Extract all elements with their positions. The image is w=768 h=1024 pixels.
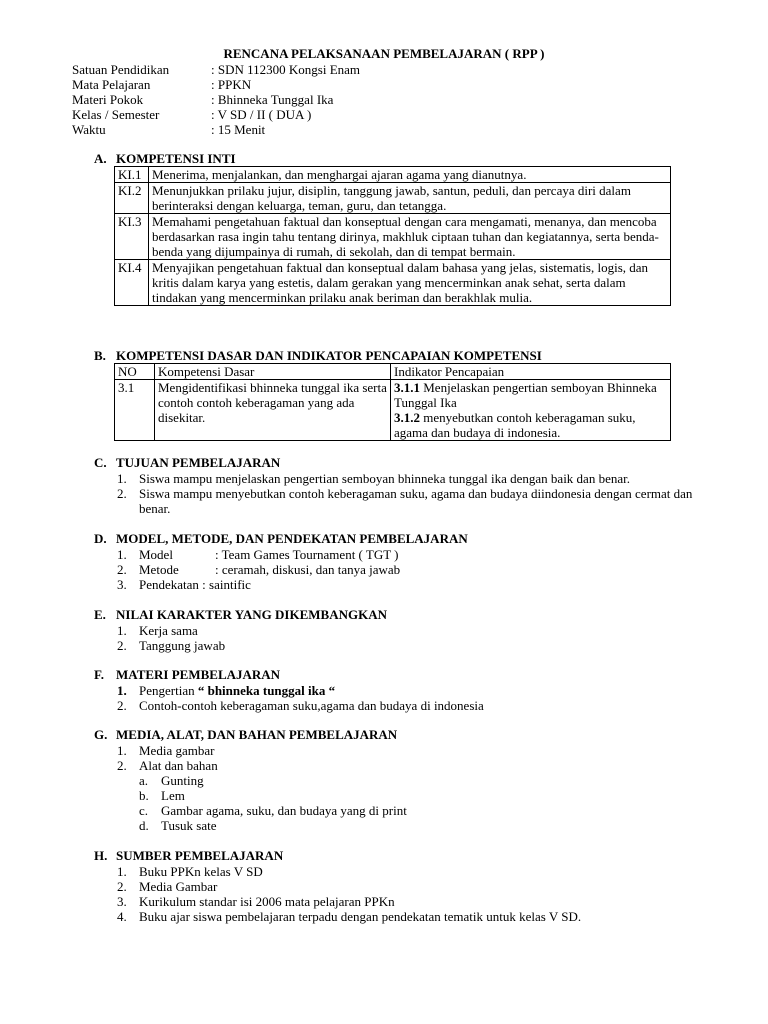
section-title: MEDIA, ALAT, DAN BAHAN PEMBELAJARAN bbox=[116, 727, 398, 742]
info-label: Waktu bbox=[72, 122, 106, 137]
indicator-cell bbox=[391, 380, 671, 441]
ki-code: KI.3 bbox=[115, 214, 149, 260]
list-key: Model bbox=[139, 547, 173, 562]
section-f-heading bbox=[94, 667, 280, 682]
kd-text: Mengidentifikasi bhinneka tunggal ika serta contoh contoh keberagaman yang ada disekitar. bbox=[155, 380, 391, 441]
header-no: NO bbox=[115, 364, 155, 380]
list-letter: d. bbox=[139, 818, 149, 833]
info-row-satuan bbox=[72, 62, 360, 77]
list-text: Pengertian bbox=[139, 683, 198, 698]
kd-number: 3.1 bbox=[115, 380, 155, 441]
section-title: KOMPETENSI DASAR DAN INDIKATOR PENCAPAIAN KOMPETENSI bbox=[116, 348, 542, 363]
list-text: Siswa mampu menjelaskan pengertian semboyan bhinneka tunggal ika dengan baik dan benar. bbox=[139, 471, 630, 486]
section-title: SUMBER PEMBELAJARAN bbox=[116, 848, 284, 863]
ki-code: KI.1 bbox=[115, 167, 149, 183]
list-item bbox=[117, 623, 225, 638]
section-e-heading bbox=[94, 607, 387, 622]
info-label: Kelas / Semester bbox=[72, 107, 160, 122]
list-item bbox=[117, 743, 407, 758]
section-c-heading bbox=[94, 455, 280, 470]
list-text: Kerja sama bbox=[139, 623, 198, 638]
sumber-list bbox=[117, 864, 581, 924]
indicator-code: 3.1.1 bbox=[394, 380, 420, 395]
list-number: 3. bbox=[117, 894, 127, 909]
list-number: 1. bbox=[117, 547, 127, 562]
list-item bbox=[117, 864, 581, 879]
section-a-heading bbox=[94, 151, 236, 166]
kompetensi-dasar-table bbox=[114, 363, 671, 441]
list-item bbox=[117, 683, 484, 698]
indicator-text: Menjelaskan pengertian semboyan Bhinneka Tunggal Ika bbox=[394, 380, 657, 410]
header-kompetensi-dasar: Kompetensi Dasar bbox=[155, 364, 391, 380]
list-text: Gunting bbox=[161, 773, 204, 788]
list-text: Kurikulum standar isi 2006 mata pelajaran PPKn bbox=[139, 894, 395, 909]
list-text-bold: “ bhinneka tunggal ika “ bbox=[197, 683, 336, 698]
section-letter: F. bbox=[94, 667, 104, 682]
list-value: : Team Games Tournament ( TGT ) bbox=[215, 547, 399, 562]
list-number: 1. bbox=[117, 683, 127, 698]
list-item bbox=[117, 894, 581, 909]
list-text: Media Gambar bbox=[139, 879, 218, 894]
sublist-item bbox=[139, 818, 407, 833]
media-list bbox=[117, 743, 407, 833]
ki-text: Menyajikan pengetahuan faktual dan konseptual dalam bahasa yang jelas, sistematis, logis, dan kritis dalam karya yang estetis, dalam gerakan yang mencerminkan anak sehat, serta dalam tindakan yang mencerminkan prilaku anak beriman dan berakhlak mulia. bbox=[149, 260, 671, 306]
info-row-mapel bbox=[72, 77, 360, 92]
section-h-heading bbox=[94, 848, 283, 863]
list-item bbox=[117, 758, 407, 773]
sublist-item bbox=[139, 773, 407, 788]
table-row bbox=[115, 380, 671, 441]
info-label: Materi Pokok bbox=[72, 92, 144, 107]
list-text: Tusuk sate bbox=[161, 818, 217, 833]
info-row-materi bbox=[72, 92, 360, 107]
sublist-item bbox=[139, 788, 407, 803]
table-row bbox=[115, 214, 671, 260]
table-row bbox=[115, 260, 671, 306]
list-number: 3. bbox=[117, 577, 127, 592]
section-title: MODEL, METODE, DAN PENDEKATAN PEMBELAJARAN bbox=[116, 531, 468, 546]
indicator-1 bbox=[394, 380, 667, 410]
table-row bbox=[115, 167, 671, 183]
list-item bbox=[117, 879, 581, 894]
list-number: 1. bbox=[117, 864, 127, 879]
materi-list bbox=[117, 683, 484, 713]
list-key: Metode bbox=[139, 562, 179, 577]
ki-code: KI.4 bbox=[115, 260, 149, 306]
section-letter: C. bbox=[94, 455, 107, 470]
list-text: Lem bbox=[161, 788, 185, 803]
section-g-heading bbox=[94, 727, 397, 742]
table-row bbox=[115, 183, 671, 214]
list-number: 4. bbox=[117, 909, 127, 924]
list-letter: a. bbox=[139, 773, 149, 788]
list-number: 2. bbox=[117, 879, 127, 894]
list-text: Media gambar bbox=[139, 743, 215, 758]
section-letter: E. bbox=[94, 607, 106, 622]
ki-text: Memahami pengetahuan faktual dan konseptual dengan cara mengamati, menanya, dan mencoba berdasarkan rasa ingin tahu tentang dirinya, makhluk ciptaan tuhan dan kegiatannya, serta benda-benda yang dijumpainya di rumah, di sekolah, dan di tempat bermain. bbox=[149, 214, 671, 260]
info-row-kelas bbox=[72, 107, 360, 122]
list-item bbox=[117, 471, 714, 486]
nilai-list bbox=[117, 623, 225, 653]
indicator-code: 3.1.2 bbox=[394, 410, 420, 425]
indicator-2 bbox=[394, 410, 667, 440]
list-text: Tanggung jawab bbox=[139, 638, 226, 653]
section-letter: A. bbox=[94, 151, 107, 166]
identity-block bbox=[72, 62, 360, 137]
list-item bbox=[117, 698, 484, 713]
list-text: Siswa mampu menyebutkan contoh keberagaman suku, agama dan budaya diindonesia dengan cermat dan benar. bbox=[139, 486, 693, 516]
list-number: 2. bbox=[117, 562, 127, 577]
info-value: : V SD / II ( DUA ) bbox=[211, 107, 312, 122]
document-title: RENCANA PELAKSANAAN PEMBELAJARAN ( RPP ) bbox=[223, 46, 545, 61]
list-number: 2. bbox=[117, 698, 127, 713]
list-number: 1. bbox=[117, 471, 127, 486]
header-indikator: Indikator Pencapaian bbox=[391, 364, 671, 380]
section-letter: H. bbox=[94, 848, 108, 863]
info-value: : PPKN bbox=[211, 77, 252, 92]
section-title: KOMPETENSI INTI bbox=[116, 151, 236, 166]
list-item bbox=[117, 562, 400, 577]
info-value: : SDN 112300 Kongsi Enam bbox=[211, 62, 361, 77]
list-item bbox=[117, 547, 400, 562]
list-number: 1. bbox=[117, 743, 127, 758]
section-b-heading bbox=[94, 348, 542, 363]
list-text: Buku ajar siswa pembelajaran terpadu dengan pendekatan tematik untuk kelas V SD. bbox=[139, 909, 582, 924]
sublist-item bbox=[139, 803, 407, 818]
list-text: Alat dan bahan bbox=[139, 758, 218, 773]
list-number: 2. bbox=[117, 486, 127, 501]
alat-bahan-sublist bbox=[117, 773, 407, 833]
list-item bbox=[117, 486, 714, 516]
section-d-heading bbox=[94, 531, 468, 546]
kompetensi-inti-table bbox=[114, 166, 671, 306]
indicator-text: menyebutkan contoh keberagaman suku, agama dan budaya di indonesia. bbox=[394, 410, 636, 440]
ki-text: Menunjukkan prilaku jujur, disiplin, tanggung jawab, santun, peduli, dan percaya diri dalam berinteraksi dengan keluarga, teman, guru, dan tetangga. bbox=[149, 183, 671, 214]
info-label: Mata Pelajaran bbox=[72, 77, 151, 92]
section-letter: D. bbox=[94, 531, 107, 546]
list-item bbox=[117, 577, 400, 592]
section-title: TUJUAN PEMBELAJARAN bbox=[116, 455, 281, 470]
list-letter: b. bbox=[139, 788, 149, 803]
info-value: : 15 Menit bbox=[211, 122, 266, 137]
info-label: Satuan Pendidikan bbox=[72, 62, 170, 77]
list-text: Buku PPKn kelas V SD bbox=[139, 864, 263, 879]
section-letter: B. bbox=[94, 348, 106, 363]
list-item bbox=[117, 638, 225, 653]
tujuan-list bbox=[117, 471, 714, 516]
info-value: : Bhinneka Tunggal Ika bbox=[211, 92, 334, 107]
list-number: 1. bbox=[117, 623, 127, 638]
info-row-waktu bbox=[72, 122, 360, 137]
list-text: Pendekatan : saintific bbox=[139, 577, 251, 592]
list-text: Contoh-contoh keberagaman suku,agama dan budaya di indonesia bbox=[139, 698, 484, 713]
model-list bbox=[117, 547, 400, 592]
list-letter: c. bbox=[139, 803, 149, 818]
list-number: 2. bbox=[117, 638, 127, 653]
section-letter: G. bbox=[94, 727, 108, 742]
list-number: 2. bbox=[117, 758, 127, 773]
list-item bbox=[117, 909, 581, 924]
list-value: : ceramah, diskusi, dan tanya jawab bbox=[215, 562, 401, 577]
table-header-row bbox=[115, 364, 671, 380]
ki-code: KI.2 bbox=[115, 183, 149, 214]
section-title: MATERI PEMBELAJARAN bbox=[116, 667, 281, 682]
ki-text: Menerima, menjalankan, dan menghargai ajaran agama yang dianutnya. bbox=[149, 167, 671, 183]
section-title: NILAI KARAKTER YANG DIKEMBANGKAN bbox=[116, 607, 387, 622]
list-text: Gambar agama, suku, dan budaya yang di print bbox=[161, 803, 407, 818]
